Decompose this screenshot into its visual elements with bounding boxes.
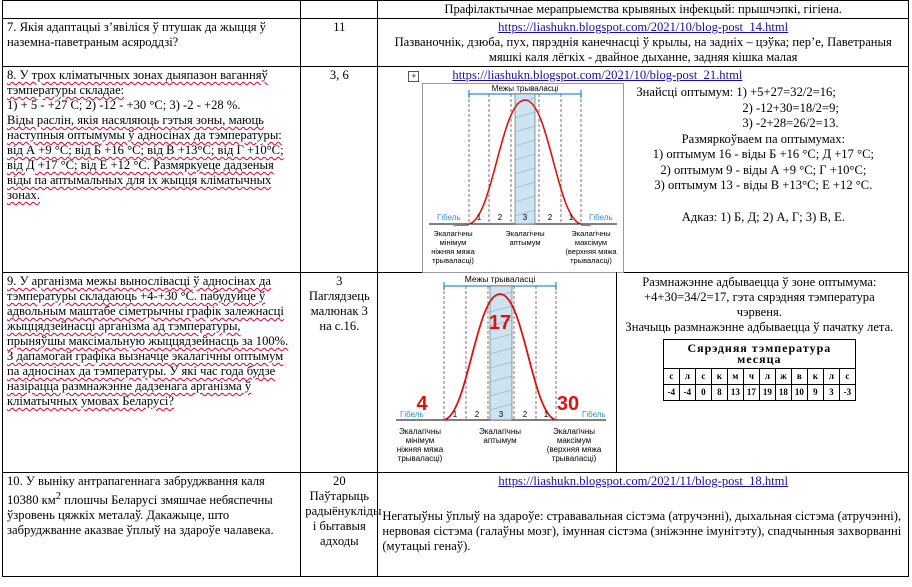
svg-text:2: 2 (523, 410, 528, 419)
link-row10[interactable]: https://liashukn.blogspot.com/2021/11/blog-post_18.html (498, 474, 788, 488)
question-9: 9. У арганізма межы вынослівасці ў адносінах да тэмпературы складаюць +4-+30 °С. пабудуйце ў адвольным маштабе сіметрычны графік залежнасці жыццядзейнасці арганізма ад тэмпературы, прыняўшы максімальную жыццядзейнасць за 100%. З дапамогай графіка вызначце экалагічны оптымум па адносінах да тэмпературы. У які час года будзе назірацца размнажэнне дадзенага арганізма ў кліматычных умовах Беларусі? (3, 273, 301, 473)
tolerance-curve-figure (422, 83, 624, 273)
worksheet-table (2, 0, 909, 577)
svg-text:Межы трываласці: Межы трываласці (465, 274, 536, 284)
optimum-marker: 17 (489, 312, 512, 334)
svg-text:мінімум: мінімум (440, 238, 467, 247)
question-8-body: Віды раслін, якія насяляюць гэтыя зоны, маюць наступныя оптымумы ў адносінах да тэмпературы: від А +9 °С; від Б +16 °С; від В +13°С; від Г +10°С; від Д +17 °С; від Е +12 °С. Размяркуеце дадзеныя віды па аптымальных для іх жыцця кліматычных зонах. (7, 113, 284, 202)
answer-9-main: Размнажэнне адбываецца ў зоне оптымума: +4+30=34/2=17, гэта сярэдняя тэмпература чэрвеня. (642, 275, 877, 319)
svg-text:Экалагічны: Экалагічны (433, 229, 474, 238)
svg-text:максімум: максімум (575, 238, 608, 247)
tolerance-curve-figure-2 (386, 274, 612, 470)
svg-text:Экалагічны: Экалагічны (571, 229, 612, 238)
svg-text:трываласці): трываласці) (432, 256, 475, 265)
svg-text:1: 1 (477, 213, 482, 222)
svg-text:Гібель: Гібель (400, 410, 424, 419)
svg-text:1: 1 (569, 213, 574, 222)
table-row (3, 273, 909, 473)
row-top-text: Прафілактычнае мерапрыемства крывяных інфекцый: прышчэпкі, гігіена. (378, 1, 909, 19)
svg-text:максімум: максімум (557, 436, 592, 445)
svg-text:1: 1 (453, 410, 458, 419)
svg-text:2: 2 (498, 213, 503, 222)
limits-label: Межы трываласці (492, 84, 559, 93)
monthly-temperature-table: Сярэдняя тэмпература месяца с л с к м ч л ж в к л с -4 -4 0 8 13 17 19 18 10 9 3 -3 (663, 339, 856, 401)
question-8-ranges: 1) + 5 - +27 С; 2) -12 - +30 °С; 3) -2 - +28 %. (7, 98, 241, 112)
svg-text:Экалагічны: Экалагічны (505, 229, 546, 238)
svg-text:аптымум: аптымум (509, 238, 541, 247)
svg-text:Гібель: Гібель (589, 213, 613, 222)
answer-9-conclusion: Значыць размнажэнне адбываецца ў пачатку лета. (625, 320, 894, 334)
svg-text:3: 3 (499, 410, 504, 419)
table-row (3, 473, 909, 577)
svg-text:Гібель: Гібель (582, 410, 606, 419)
question-10: 10. У выніку антрапагеннага забруджвання каля 10380 $км^2$ плошчы Беларусі змяшчае небяспечны ўзровень цяжкіх металаў. Дакажыце, што забруджванне аказвае ўплыў на здароўе чалавека. (3, 473, 301, 577)
min-marker: 4 (416, 393, 428, 415)
table-row (3, 67, 909, 273)
page-ref-9: 3 (336, 274, 343, 288)
svg-text:мінімум: мінімум (406, 436, 435, 445)
svg-text:Гібель: Гібель (437, 213, 461, 222)
svg-text:ніжняя мяжа: ніжняя мяжа (397, 445, 444, 454)
svg-text:2: 2 (475, 410, 480, 419)
question-7: 7. Якія адаптацыі з’явіліся ў птушак да жыцця ў наземна-паветраным асяроддзі? (3, 19, 301, 67)
page-note-10: Паўтарыць радыёнукліды і бытавыя адходы (305, 489, 382, 548)
table-row (3, 19, 909, 67)
svg-text:трываласці): трываласці) (552, 454, 597, 463)
link-row7[interactable]: https://liashukn.blogspot.com/2021/10/blog-post_14.html (498, 20, 789, 34)
question-8-intro: 8. У трох кліматычных зонах дыяпазон ваганняў тэмпературы складае: (7, 68, 268, 97)
answer-10: Негатыўны ўплыў на здароўе: стрававальная сістэма (атручэнні), дыхальная сістэма (атручэнні), нервовая сістэма (галаўны мозг), імунная сістэма (зніжэнне імунітэту), спадчынныя захворванні (мутацыі генаў). (382, 509, 902, 553)
max-marker: 30 (557, 393, 580, 415)
svg-text:трываласці): трываласці) (398, 454, 443, 463)
svg-text:Экалагічны: Экалагічны (399, 427, 442, 436)
table-row (3, 1, 909, 19)
svg-text:3: 3 (523, 213, 528, 222)
page-ref-7: 11 (301, 19, 378, 67)
svg-text:(верхняя мяжа: (верхняя мяжа (565, 247, 617, 256)
page-ref-8: 3, 6 (301, 67, 378, 273)
svg-text:ніжняя мяжа: ніжняя мяжа (431, 247, 476, 256)
svg-text:Экалагічны: Экалагічны (553, 427, 596, 436)
page-note-9: Паглядзець малюнак 3 на с.16. (308, 289, 370, 333)
svg-text:Экалагічны: Экалагічны (479, 427, 522, 436)
svg-text:трываласці): трываласці) (570, 256, 613, 265)
expand-icon[interactable]: + (408, 71, 419, 82)
answer-7: Пазваночнік, дзюба, пух, пярэднія канечнасці ў крылы, на задніх – цэўка; пер’е, Паветраныя мяшкі каля лёгкіх - двайное дыханне, задняя кішка малая (394, 35, 892, 64)
svg-text:аптымум: аптымум (483, 436, 517, 445)
answer-9 (620, 275, 898, 401)
page-ref-10: 20 (333, 474, 346, 488)
link-row8[interactable]: https://liashukn.blogspot.com/2021/10/blog-post_21.html (452, 68, 743, 82)
svg-text:2: 2 (548, 213, 553, 222)
svg-text:(верхняя мяжа: (верхняя мяжа (547, 445, 602, 454)
answer-8: Знайсці оптымум: 1) +5+27=32/2=16; 2) -12+30=18/2=9; 3) -2+28=26/2=13. Размяркоўваем па оптымумах: 1) оптымум 16 - віды Б +16 °С; Д +17 °С; 2) оптымум 9 - віды А +9 °С; Г +10°С; 3) оптымум 13 - віды В +13°С; Е +12 °С. Адказ: 1) Б, Д; 2) А, Г; 3) В, Е. (636, 85, 874, 224)
svg-text:1: 1 (544, 410, 549, 419)
temp-table-title: Сярэдняя тэмпература месяца (663, 340, 855, 369)
